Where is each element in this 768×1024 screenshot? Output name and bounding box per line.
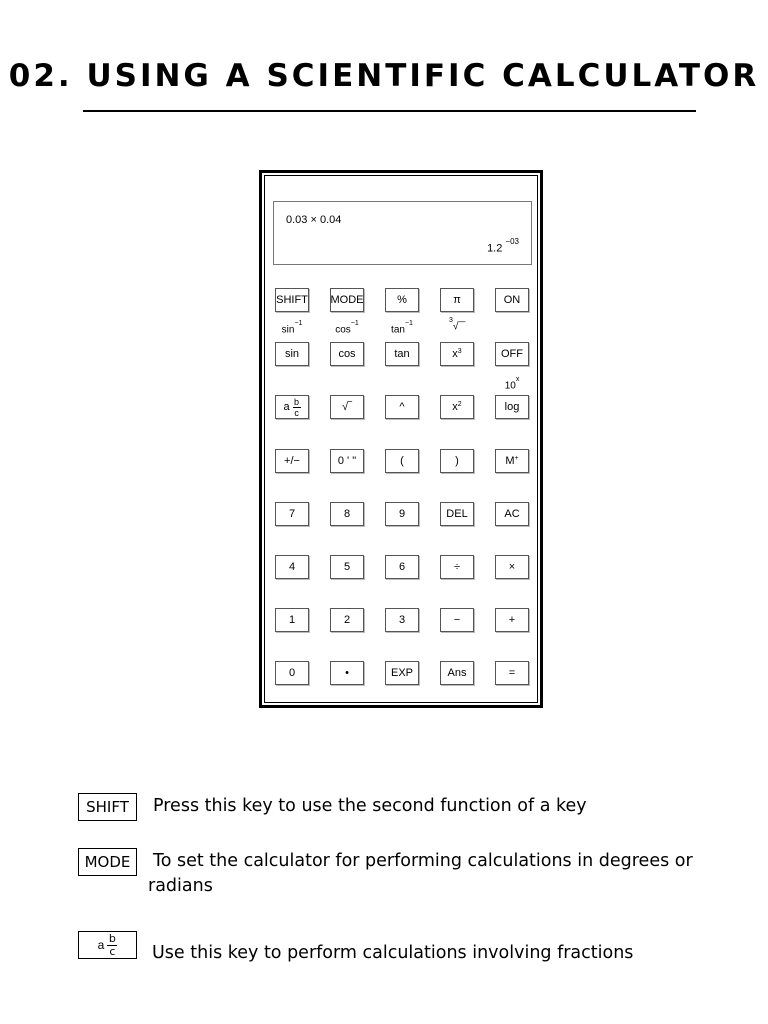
shift-key: SHIFT [275, 288, 309, 312]
degrees-key: 0 ' " [330, 449, 364, 473]
calculator-display [273, 201, 532, 265]
equals-key: = [495, 661, 529, 685]
legend-mode-key: MODE [78, 848, 137, 876]
key-0: 0 [275, 661, 309, 685]
key-1: 1 [275, 608, 309, 632]
key-9: 9 [385, 502, 419, 526]
legend-shift-text: Press this key to use the second function of a key [153, 796, 587, 816]
del-key: DEL [440, 502, 474, 526]
calculator-illustration [259, 170, 543, 708]
display-result: 1.2 $^{-03}$ [487, 237, 519, 255]
legend-fraction-text: Use this key to perform calculations involving fractions [152, 943, 634, 963]
page-title: 02. USING A SCIENTIFIC CALCULATOR [8, 58, 760, 94]
cube-root-label: $^3$√‾‾ [448, 317, 466, 333]
close-paren-key: ) [440, 449, 474, 473]
log-key: log [495, 395, 529, 419]
key-3: 3 [385, 608, 419, 632]
ans-key: Ans [440, 661, 474, 685]
tan-key: tan [385, 342, 419, 366]
on-key: ON [495, 288, 529, 312]
percent-key: % [385, 288, 419, 312]
legend-mode-text: To set the calculator for performing calculations in degrees or radians [148, 851, 693, 896]
atan-label: $\tan^{-1}$ [391, 320, 413, 336]
exp-key: EXP [385, 661, 419, 685]
decimal-point-key: • [330, 661, 364, 685]
cos-key: cos [330, 342, 364, 366]
key-7: 7 [275, 502, 309, 526]
power-key: ^ [385, 395, 419, 419]
pow10-label: 10$^x$ [504, 376, 520, 392]
m-plus-key: M + [495, 449, 529, 473]
legend-shift-key: SHIFT [78, 793, 137, 821]
pi-key: π [440, 288, 474, 312]
divide-key: ÷ [440, 555, 474, 579]
cube-key: x $^3$ [440, 342, 474, 366]
key-5: 5 [330, 555, 364, 579]
off-key: OFF [495, 342, 529, 366]
mode-key: MODE [330, 288, 364, 312]
sqrt-key: √‾ [330, 395, 364, 419]
fraction-key: a $\frac{b}{c}$ [275, 395, 309, 419]
display-expression: 0.03 × 0.04 [286, 214, 342, 226]
square-key: x $^2$ [440, 395, 474, 419]
key-2: 2 [330, 608, 364, 632]
plus-minus-key: +/− [275, 449, 309, 473]
multiply-key: × [495, 555, 529, 579]
legend-fraction-key: a $\frac{b}{c}$ [78, 931, 137, 959]
plus-key: + [495, 608, 529, 632]
ac-key: AC [495, 502, 529, 526]
title-underline [83, 110, 696, 112]
key-8: 8 [330, 502, 364, 526]
minus-key: − [440, 608, 474, 632]
acos-label: $\cos^{-1}$ [335, 320, 359, 336]
asin-label: $\sin^{-1}$ [281, 320, 303, 336]
key-4: 4 [275, 555, 309, 579]
key-6: 6 [385, 555, 419, 579]
open-paren-key: ( [385, 449, 419, 473]
sin-key: sin [275, 342, 309, 366]
